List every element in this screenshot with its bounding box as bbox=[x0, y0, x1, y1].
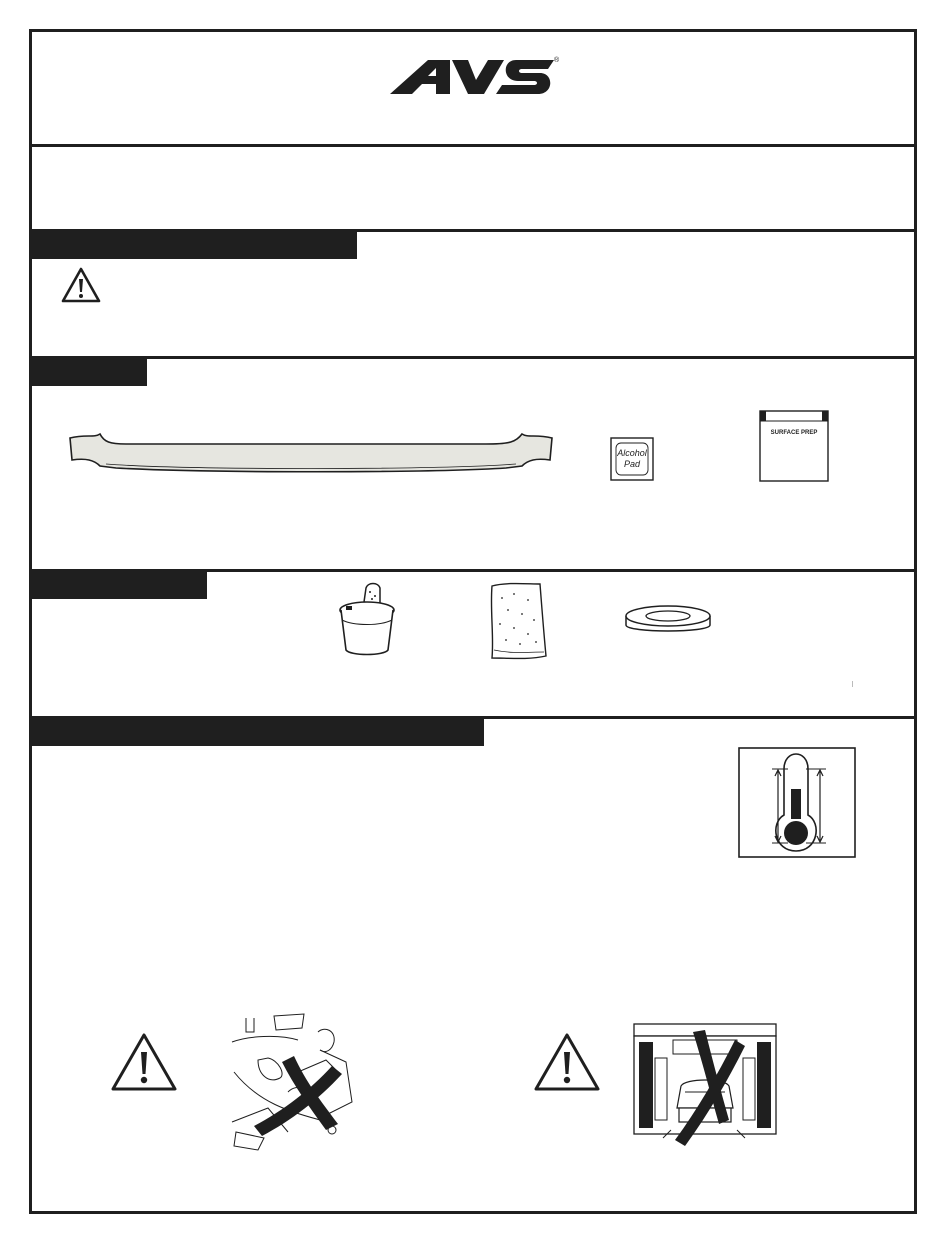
tick-mark bbox=[852, 681, 853, 687]
alcohol-pad-label-2: Pad bbox=[623, 459, 641, 469]
avs-logo bbox=[388, 56, 568, 100]
warning-icon bbox=[60, 266, 102, 304]
alcohol-pad-label-1: Alcohol bbox=[617, 448, 647, 458]
section-bar-installation bbox=[32, 719, 484, 746]
no-car-wash-icon bbox=[633, 1022, 779, 1148]
warning-icon-car-wash bbox=[532, 1032, 602, 1092]
divider-safety bbox=[29, 356, 917, 359]
section-bar-safety bbox=[32, 232, 357, 259]
warning-icon-driving bbox=[109, 1032, 179, 1092]
surface-prep-part bbox=[759, 410, 829, 482]
registered-mark: ® bbox=[554, 57, 560, 64]
cloth-icon bbox=[488, 580, 550, 662]
hood-deflector-part bbox=[66, 430, 556, 476]
section-bar-parts bbox=[32, 359, 147, 386]
tape-roll-icon bbox=[623, 603, 713, 639]
no-driving-icon bbox=[228, 1012, 356, 1152]
bucket-sponge-icon bbox=[336, 580, 398, 658]
divider-header bbox=[29, 144, 917, 147]
alcohol-pad-part bbox=[610, 437, 654, 481]
surface-prep-label: SURFACE PREP bbox=[770, 430, 818, 436]
thermometer-icon bbox=[738, 747, 858, 859]
section-bar-tools bbox=[32, 572, 207, 599]
